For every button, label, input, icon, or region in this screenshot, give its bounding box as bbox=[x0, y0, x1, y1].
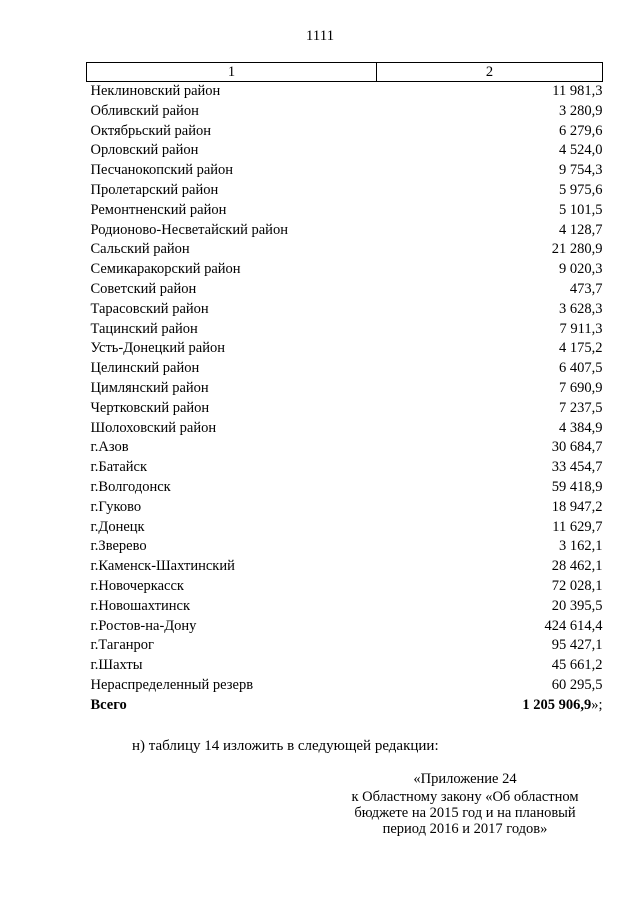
row-name: г.Зверево bbox=[90, 538, 147, 555]
row-value: 33 454,7 bbox=[551, 459, 603, 476]
row-name: Усть-Донецкий район bbox=[90, 340, 225, 357]
row-value: 473,7 bbox=[569, 280, 603, 297]
table-row bbox=[87, 557, 603, 577]
row-name: Семикаракорский район bbox=[90, 261, 241, 278]
row-name: Тарасовский район bbox=[90, 300, 209, 317]
row-value: 30 684,7 bbox=[551, 439, 603, 456]
row-value: 9 020,3 bbox=[559, 261, 603, 278]
row-name: Сальский район bbox=[90, 241, 190, 258]
table-row bbox=[87, 419, 603, 439]
row-value: 72 028,1 bbox=[551, 577, 603, 594]
table-row bbox=[87, 636, 603, 656]
table-row bbox=[87, 221, 603, 241]
total-value-cell bbox=[377, 696, 603, 716]
row-name: Обливский район bbox=[90, 102, 199, 119]
table-row bbox=[87, 359, 603, 379]
table-row bbox=[87, 399, 603, 419]
row-name: Октябрьский район bbox=[90, 122, 211, 139]
instruction-text: н) таблицу 14 изложить в следующей редакции: bbox=[132, 738, 439, 754]
total-label: Всего bbox=[90, 696, 127, 713]
table-row bbox=[87, 379, 603, 399]
row-name: Целинский район bbox=[90, 360, 200, 377]
table-row bbox=[87, 656, 603, 676]
row-name: Родионово-Несветайский район bbox=[90, 221, 288, 238]
table-row bbox=[87, 498, 603, 518]
row-name: Советский район bbox=[90, 280, 197, 297]
appendix-text: к Областному закону «Об областном бюджете на 2015 год и на плановый период 2016 и 2017 годов» bbox=[351, 789, 579, 837]
row-name: г.Новошахтинск bbox=[90, 597, 190, 614]
row-name: Нераспределенный резерв bbox=[90, 676, 254, 693]
table-row bbox=[87, 320, 603, 340]
row-name: г.Азов bbox=[90, 439, 129, 456]
table-body bbox=[87, 82, 603, 716]
row-name: г.Таганрог bbox=[90, 637, 154, 654]
table-row bbox=[87, 577, 603, 597]
row-name: Шолоховский район bbox=[90, 419, 217, 436]
row-name: г.Батайск bbox=[90, 459, 148, 476]
row-value: 3 162,1 bbox=[559, 538, 603, 555]
row-name: г.Каменск-Шахтинский bbox=[90, 558, 235, 575]
appendix-header bbox=[335, 771, 595, 837]
row-value: 11 981,3 bbox=[552, 83, 603, 99]
table-row bbox=[87, 260, 603, 280]
row-name: г.Донецк bbox=[90, 518, 145, 535]
row-value: 7 911,3 bbox=[559, 320, 603, 337]
total-value: 1 205 906,9 bbox=[522, 696, 592, 713]
budget-table bbox=[86, 62, 603, 716]
row-value: 18 947,2 bbox=[551, 498, 603, 515]
row-name: Тацинский район bbox=[90, 320, 198, 337]
table-row bbox=[87, 458, 603, 478]
table-row bbox=[87, 339, 603, 359]
row-value: 7 690,9 bbox=[559, 379, 603, 396]
table-row bbox=[87, 141, 603, 161]
row-name: Песчанокопский район bbox=[90, 162, 234, 179]
table-row bbox=[87, 478, 603, 498]
row-name: Чертковский район bbox=[90, 399, 210, 416]
table-row bbox=[87, 240, 603, 260]
row-value: 5 975,6 bbox=[559, 181, 603, 198]
table-row bbox=[87, 300, 603, 320]
row-value: 20 395,5 bbox=[551, 597, 603, 614]
table-header-row bbox=[87, 63, 603, 82]
row-value: 3 280,9 bbox=[559, 102, 603, 119]
row-name: г.Ростов-на-Дону bbox=[90, 617, 197, 634]
row-value: 3 628,3 bbox=[559, 300, 603, 317]
row-value: 60 295,5 bbox=[551, 676, 603, 693]
row-value: 59 418,9 bbox=[551, 478, 603, 495]
row-name: Неклиновский район bbox=[90, 83, 221, 99]
row-value: 6 407,5 bbox=[559, 360, 603, 377]
column-header-1: 1 bbox=[87, 63, 377, 82]
table-row bbox=[87, 617, 603, 637]
table-row bbox=[87, 161, 603, 181]
row-name: Орловский район bbox=[90, 142, 199, 159]
table-row bbox=[87, 102, 603, 122]
budget-table-container bbox=[86, 62, 602, 716]
table-row bbox=[87, 597, 603, 617]
row-value: 95 427,1 bbox=[551, 637, 603, 654]
table-row bbox=[87, 537, 603, 557]
table-row bbox=[87, 676, 603, 696]
table-row bbox=[87, 122, 603, 142]
row-name: Цимлянский район bbox=[90, 379, 209, 396]
table-row bbox=[87, 518, 603, 538]
row-value: 4 128,7 bbox=[559, 221, 603, 238]
row-value: 11 629,7 bbox=[552, 518, 603, 535]
row-value: 5 101,5 bbox=[559, 201, 603, 218]
row-value: 424 614,4 bbox=[544, 617, 603, 634]
row-value: 7 237,5 bbox=[559, 399, 603, 416]
table-total-row bbox=[87, 696, 603, 716]
total-suffix: »; bbox=[591, 696, 603, 713]
row-name: Пролетарский район bbox=[90, 181, 219, 198]
row-name: г.Новочеркасск bbox=[90, 577, 184, 594]
row-value: 4 524,0 bbox=[559, 142, 603, 159]
table-row bbox=[87, 181, 603, 201]
appendix-title: «Приложение 24 bbox=[413, 771, 517, 787]
row-value: 4 175,2 bbox=[559, 340, 603, 357]
row-name: г.Шахты bbox=[90, 657, 143, 674]
table-row bbox=[87, 280, 603, 300]
table-row bbox=[87, 438, 603, 458]
table-row bbox=[87, 201, 603, 221]
page-number: 1111 bbox=[305, 28, 335, 44]
row-name: Ремонтненский район bbox=[90, 201, 227, 218]
row-value: 4 384,9 bbox=[559, 419, 603, 436]
row-name: г.Волгодонск bbox=[90, 478, 171, 495]
row-value: 28 462,1 bbox=[551, 558, 603, 575]
row-value: 45 661,2 bbox=[551, 657, 603, 674]
row-value: 9 754,3 bbox=[559, 162, 603, 179]
table-row bbox=[87, 82, 603, 102]
column-header-2: 2 bbox=[377, 63, 603, 82]
row-name: г.Гуково bbox=[90, 498, 142, 515]
row-value: 21 280,9 bbox=[551, 241, 603, 258]
row-value: 6 279,6 bbox=[559, 122, 603, 139]
